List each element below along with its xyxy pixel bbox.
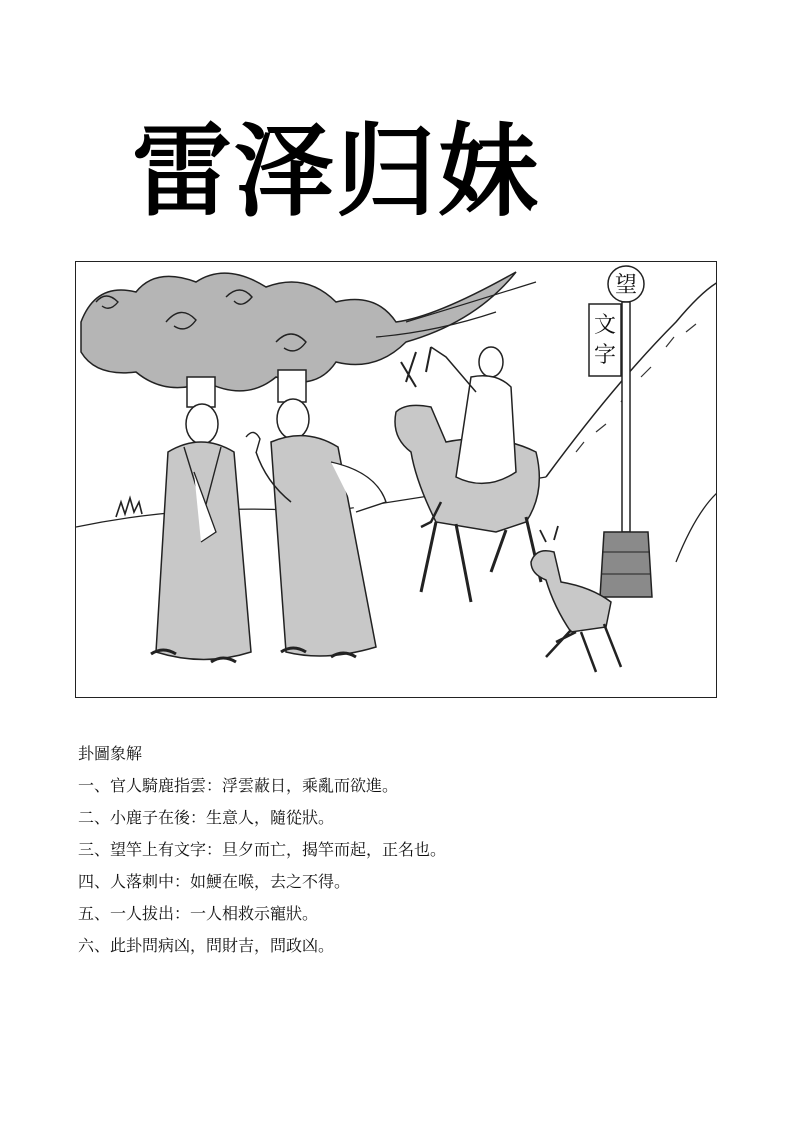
hexagram-notes <box>78 738 718 962</box>
mountain-scene <box>546 282 717 562</box>
official-right <box>246 370 386 657</box>
note-item: 三、望竿上有文字：旦夕而亡，揭竿而起，正名也。 <box>78 840 447 859</box>
note-item: 五、一人拔出：一人相救示寵狀。 <box>78 904 319 923</box>
note-item: 四、人落刺中：如鯁在喉，去之不得。 <box>78 872 351 891</box>
rider-on-deer <box>395 347 541 602</box>
official-left <box>151 377 251 662</box>
sign-text-char-1: 文 <box>594 313 617 338</box>
sign-top-char: 望 <box>615 273 638 298</box>
grass-tuft <box>116 498 142 517</box>
notes-heading: 卦圖象解 <box>78 744 143 763</box>
signpost <box>589 266 652 597</box>
note-item: 一、官人騎鹿指雲：浮雲蔽日，乘亂而欲進。 <box>78 776 399 795</box>
note-item: 二、小鹿子在後：生意人，隨從狀。 <box>78 808 335 827</box>
note-item: 六、此卦問病凶，問財吉，問政凶。 <box>78 936 335 955</box>
page-title: 雷泽归妹 <box>132 113 540 230</box>
sign-text-char-2: 字 <box>594 343 617 368</box>
illustration-drawing <box>76 262 717 698</box>
cloud-scene <box>81 272 536 391</box>
hexagram-illustration <box>75 261 717 698</box>
